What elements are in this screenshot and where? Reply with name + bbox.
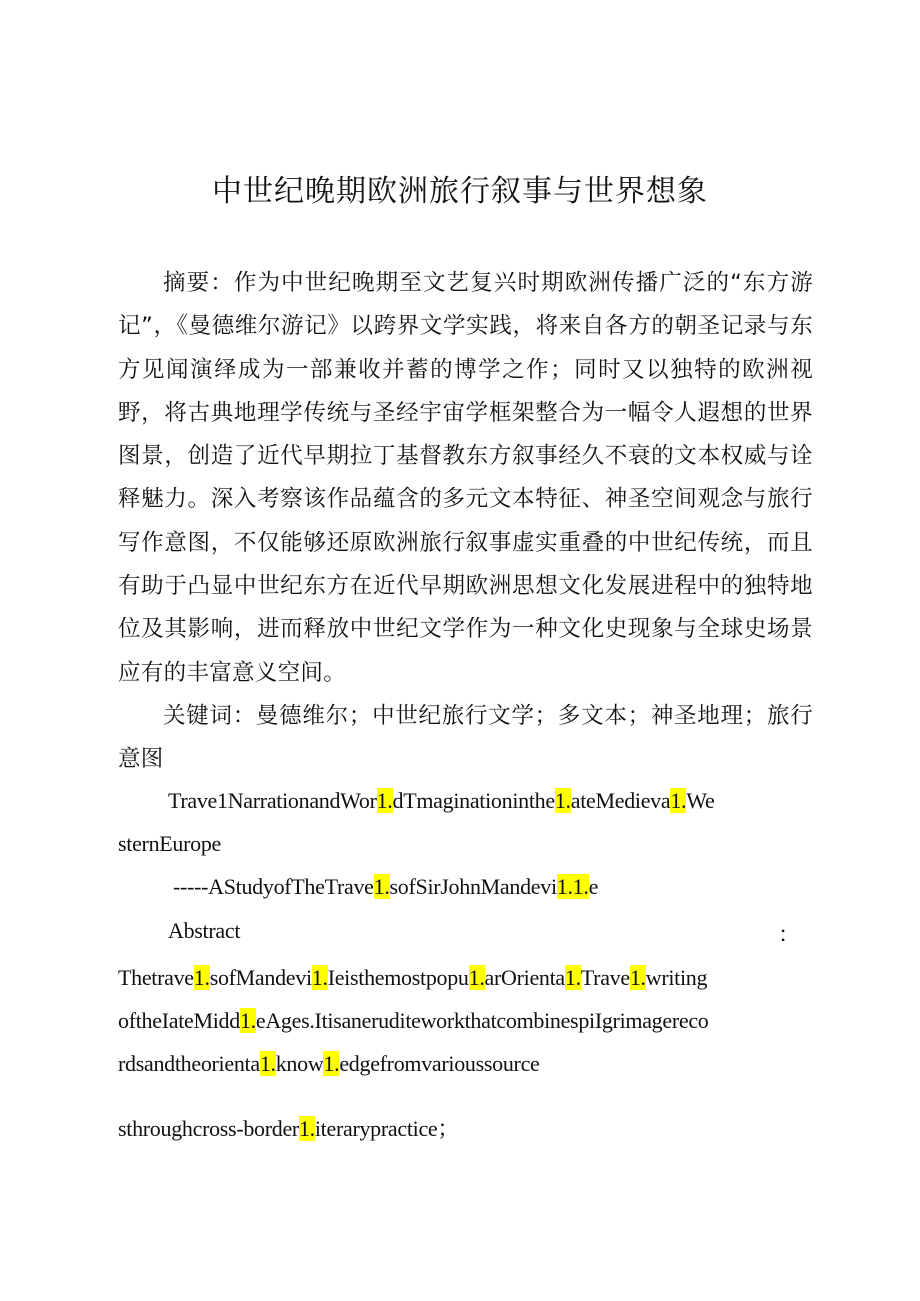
highlight-mark: 1.	[298, 1116, 315, 1141]
text-run: Igrimagereco	[594, 1008, 709, 1033]
highlight-mark: 1.	[468, 965, 485, 990]
highlight-mark: 1.	[259, 1051, 276, 1076]
highlight-mark: 1.	[193, 965, 210, 990]
text-run: Ieisthemostpopu	[327, 965, 469, 990]
abstract-line	[118, 1008, 813, 1034]
highlight-mark: 1.	[239, 1008, 256, 1033]
abstract-heading: Abstract	[168, 918, 241, 943]
highlight-mark: 1.	[373, 874, 390, 899]
highlight-mark: 1.1.	[556, 874, 589, 899]
english-title-line-2: sternEurope	[118, 831, 221, 856]
chinese-abstract: 摘要：作为中世纪晚期至文艺复兴时期欧洲传播广泛的“东方游记”，《曼德维尔游记》以跨界文学实践，将来自各方的朝圣记录与东方见闻演绎成为一部兼收并蓄的博学之作；同时又以独特的欧洲视野，将古典地理学传统与圣经宇宙学框架整合为一幅令人遐想的世界图景，创造了近代早期拉丁基督教东方叙事经久不衰的文本权威与诠释魅力。深入考察该作品蕴含的多元文本特征、神圣空间观念与旅行写作意图，不仅能够还原欧洲旅行叙事虚实重叠的中世纪传统，而且有助于凸显中世纪东方在近代早期欧洲思想文化发展进程中的独特地位及其影响，进而释放中世纪文学作为一种文化史现象与全球史场景应有的丰富意义空间。	[118, 270, 813, 686]
abstract-colon: ：	[778, 922, 800, 947]
text-run: We	[686, 788, 715, 813]
highlight-mark: 1.	[376, 788, 393, 813]
text-run: rdsandtheorienta	[118, 1051, 260, 1076]
text-run: e	[588, 874, 599, 899]
text-run: sofMandevi	[209, 965, 312, 990]
document-title: 中世纪晚期欧洲旅行叙事与世界想象	[212, 174, 708, 209]
text-run: arOrienta	[484, 965, 565, 990]
chinese-keywords: 关键词：曼德维尔；中世纪旅行文学；多文本；神圣地理；旅行意图	[118, 703, 813, 773]
text-run: dTmaginationinthe	[392, 788, 555, 813]
text-run: edgefromvarioussource	[339, 1051, 540, 1076]
text-run: oftheIateMidd	[118, 1008, 240, 1033]
abstract-line	[118, 1051, 813, 1077]
text-run: writing	[645, 965, 708, 990]
text-run: -----AStudyofTheTrave	[173, 874, 374, 899]
highlight-mark: 1.	[564, 965, 581, 990]
text-run: know	[275, 1051, 324, 1076]
text-run: sofSirJohnMandevi	[389, 874, 557, 899]
abstract-line	[118, 965, 813, 991]
text-run: eAges.Itisaneruditeworkthatcombinespi	[255, 1008, 595, 1033]
highlight-mark: 1.	[311, 965, 328, 990]
english-subtitle	[173, 874, 868, 900]
english-title-line-1	[168, 788, 863, 814]
highlight-mark: 1.	[629, 965, 646, 990]
highlight-mark: 1.	[670, 788, 687, 813]
text-run: Trave	[580, 965, 630, 990]
abstract-line	[118, 1112, 813, 1143]
text-run: iterarypractice；	[314, 1116, 460, 1141]
text-run: sthroughcross-border	[118, 1116, 299, 1141]
text-run: ateMedieva	[570, 788, 671, 813]
text-run: Trave1NarrationandWor	[168, 788, 377, 813]
text-run: Thetrave	[118, 965, 194, 990]
highlight-mark: 1.	[554, 788, 571, 813]
highlight-mark: 1.	[323, 1051, 340, 1076]
